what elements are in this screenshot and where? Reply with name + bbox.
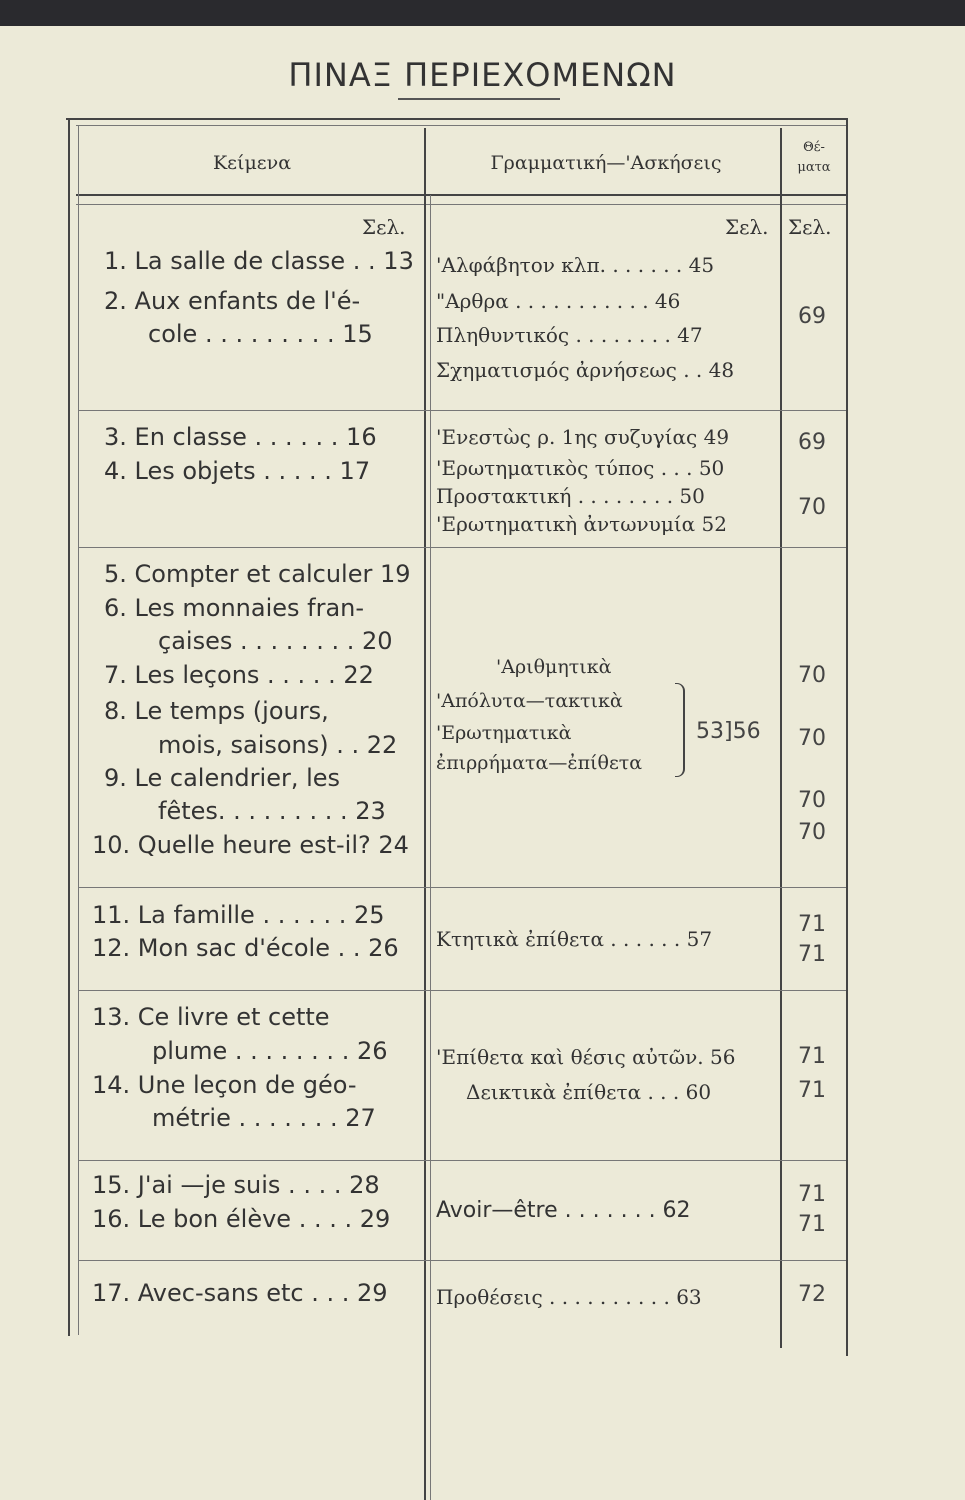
column-divider-1 <box>424 128 426 1500</box>
theme-page: 70 <box>798 726 826 751</box>
page-label-grammar: Σελ. <box>725 215 769 239</box>
grammar-entry: 'Απόλυτα—τακτικὰ <box>436 690 623 712</box>
section-divider-6 <box>78 1260 846 1261</box>
theme-page: 69 <box>798 430 826 455</box>
theme-page: 71 <box>798 1182 826 1207</box>
grammar-entry: Σχηματισμός ἀρνήσεως . . 48 <box>436 358 735 382</box>
grammar-entry: "Αρθρα . . . . . . . . . . . 46 <box>436 289 681 313</box>
theme-page: 71 <box>798 942 826 967</box>
section-divider-1 <box>78 410 846 411</box>
grammar-entry: 'Αριθμητικὰ <box>496 656 612 678</box>
page-title: ΠΙΝΑΞ ΠΕΡΙΕΧΟΜΕΝΩΝ <box>288 56 677 94</box>
table-top-border-inner <box>76 125 846 126</box>
grammar-entry: ἐπιρρήματα—ἐπίθετα <box>436 752 643 774</box>
text-entry: 5. Compter et calculer 19 <box>104 560 411 588</box>
text-entry: 7. Les leçons . . . . . 22 <box>104 661 374 689</box>
theme-page: 70 <box>798 663 826 688</box>
column-divider-1b <box>430 195 431 1500</box>
section-divider-2 <box>78 547 846 548</box>
text-entry: 4. Les objets . . . . . 17 <box>104 457 371 485</box>
grammar-entry: Avoir—être . . . . . . . 62 <box>436 1198 691 1223</box>
text-entry: 9. Le calendrier, les <box>104 764 341 792</box>
table-left-border <box>68 118 70 1336</box>
table-left-border-inner <box>78 125 79 1335</box>
text-entry: 6. Les monnaies fran- <box>104 594 365 622</box>
grammar-entry: Πληθυντικός . . . . . . . . 47 <box>436 323 703 347</box>
page-label-texts: Σελ. <box>362 215 406 239</box>
grammar-entry: Προθέσεις . . . . . . . . . . 63 <box>436 1285 702 1309</box>
column-divider-2 <box>780 128 782 1348</box>
grammar-entry: 'Ερωτηματικὸς τύπος . . . 50 <box>436 456 725 480</box>
grammar-entry: Κτητικὰ ἐπίθετα . . . . . . 57 <box>436 927 713 951</box>
section-divider-3 <box>78 887 846 888</box>
theme-page: 70 <box>798 495 826 520</box>
table-right-border <box>846 118 848 1356</box>
theme-page: 71 <box>798 1044 826 1069</box>
header-bottom-border-inner <box>76 204 846 205</box>
text-entry: 15. J'ai —je suis . . . . 28 <box>92 1171 380 1199</box>
text-entry: 13. Ce livre et cette <box>92 1003 330 1031</box>
theme-page: 72 <box>798 1282 826 1307</box>
text-entry: mois, saisons) . . 22 <box>158 731 398 759</box>
grammar-entry: Δεικτικὰ ἐπίθετα . . . 60 <box>466 1080 712 1104</box>
theme-page: 69 <box>798 304 826 329</box>
text-entry: plume . . . . . . . . 26 <box>152 1037 388 1065</box>
text-entry: 3. En classe . . . . . . 16 <box>104 423 377 451</box>
section-divider-4 <box>78 990 846 991</box>
grammar-entry: 'Ερωτηματικὰ <box>436 722 572 744</box>
grammar-entry: Προστακτική . . . . . . . . 50 <box>436 484 705 508</box>
text-entry: 10. Quelle heure est-il? 24 <box>92 831 409 859</box>
grammar-entry: 'Επίθετα καὶ θέσις αὐτῶν. 56 <box>436 1045 736 1069</box>
theme-page: 71 <box>798 912 826 937</box>
theme-page: 70 <box>798 788 826 813</box>
page-label-themes: Σελ. <box>788 215 832 239</box>
text-entry: 8. Le temps (jours, <box>104 697 329 725</box>
grammar-entry: 'Ερωτηματικὴ ἀντωνυμία 52 <box>436 512 727 536</box>
theme-page: 70 <box>798 820 826 845</box>
grouping-brace <box>675 683 685 777</box>
header-themes: Θέ- ματα <box>797 140 831 175</box>
section-divider-5 <box>78 1160 846 1161</box>
theme-page: 71 <box>798 1212 826 1237</box>
header-bottom-border <box>76 194 846 196</box>
text-entry: 2. Aux enfants de l'é- <box>104 287 361 315</box>
table-top-border <box>66 118 848 120</box>
text-entry: métrie . . . . . . . 27 <box>152 1104 376 1132</box>
theme-page: 71 <box>798 1078 826 1103</box>
grammar-page-range: 53]56 <box>696 719 761 744</box>
header-grammar: Γραμματική—'Ασκήσεις <box>490 152 722 174</box>
text-entry: cole . . . . . . . . . 15 <box>148 320 373 348</box>
text-entry: 11. La famille . . . . . . 25 <box>92 901 385 929</box>
text-entry: 1. La salle de classe . . 13 <box>104 247 414 275</box>
text-entry: 17. Avec-sans etc . . . 29 <box>92 1279 388 1307</box>
title-underline <box>398 98 560 100</box>
text-entry: çaises . . . . . . . . 20 <box>158 627 393 655</box>
grammar-entry: 'Ενεστὼς ρ. 1ης συζυγίας 49 <box>436 425 730 449</box>
text-entry: 14. Une leçon de géo- <box>92 1071 357 1099</box>
scan-top-edge <box>0 0 965 26</box>
text-entry: 12. Mon sac d'école . . 26 <box>92 934 399 962</box>
header-texts: Κείμενα <box>212 152 292 174</box>
grammar-entry: 'Αλφάβητον κλπ. . . . . . . 45 <box>436 253 715 277</box>
text-entry: fêtes. . . . . . . . . 23 <box>158 797 386 825</box>
text-entry: 16. Le bon élève . . . . 29 <box>92 1205 391 1233</box>
